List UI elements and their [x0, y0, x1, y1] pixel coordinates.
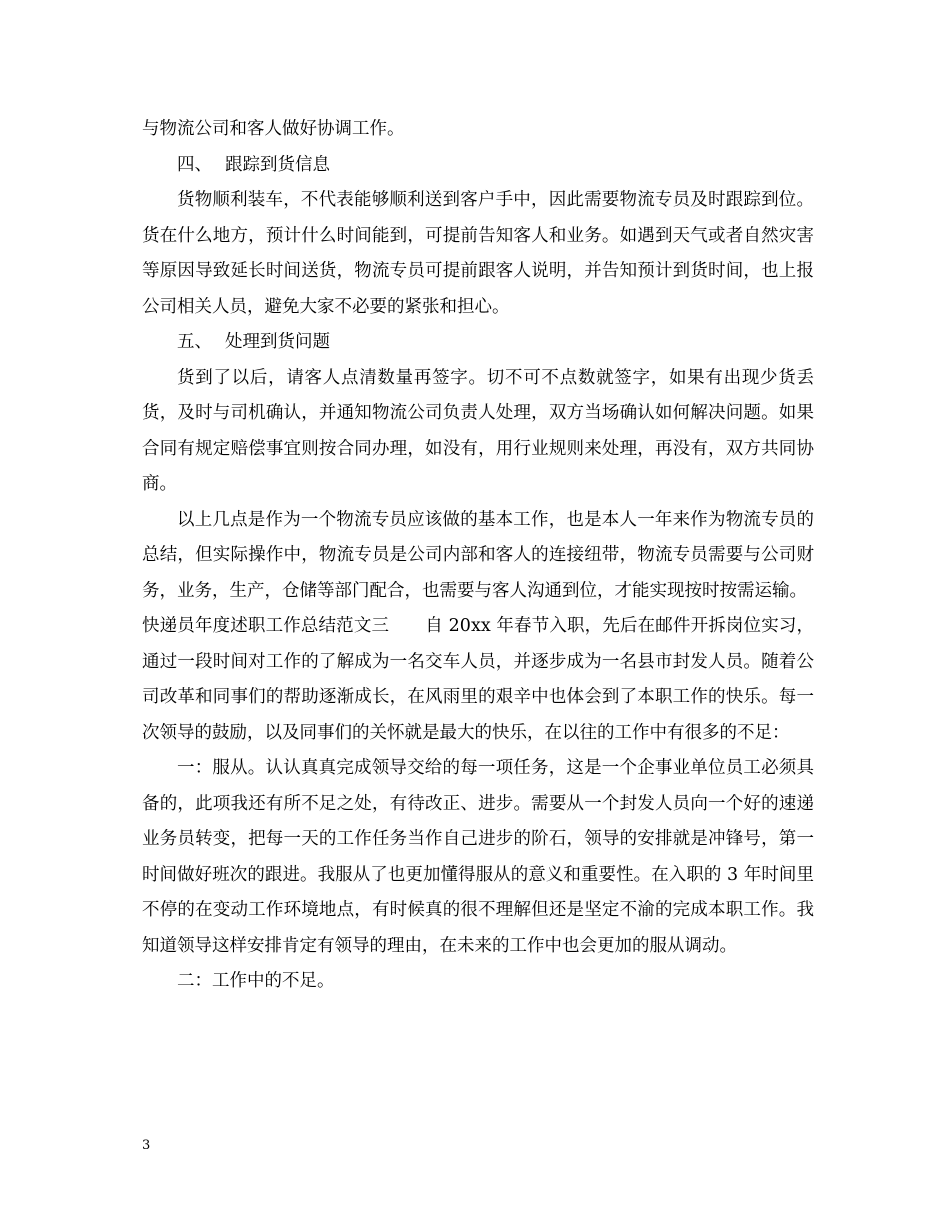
section-heading-number: 五、: [177, 332, 212, 352]
paragraph-summary: 以上几点是作为一个物流专员应该做的基本工作，也是本人一年来作为物流专员的总结，但实际操作中，物流专员是公司内部和客人的连接纽带，物流专员需要与公司财务，业务，生产，仓储等部门配合，也需要与客人沟通到位，才能实现按时按需运输。: [142, 509, 814, 601]
paragraph-obedience: 一：服从。认认真真完成领导交给的每一项任务，这是一个企事业单位员工必须具备的，此项我还有所不足之处，有待改正、进步。需要从一个封发人员向一个好的速递业务员转变，把每一天的工作任务当作自己进步的阶石，领导的安排就是冲锋号，第一时间做好班次的跟进。我服从了也更加懂得服从的意义和重要性。在入职的 3 年时间里不停的在变动工作环境地点，有时候真的很不理解但还是坚定不渝的完成本职工作。我知道领导这样安排肯定有领导的理由，在未来的工作中也会更加的服从调动。: [142, 758, 814, 956]
paragraph-shortcomings: 二：工作中的不足。: [177, 971, 335, 991]
article-title: 快递员年度述职工作总结范文三: [142, 616, 390, 636]
paragraph-tracking: 货物顺利装车，不代表能够顺利送到客户手中，因此需要物流专员及时跟踪到位。货在什么地方，预计什么时间能到，可提前告知客人和业务。如遇到天气或者自然灾害等原因导致延长时间送货，物流专员可提前跟客人说明，并告知预计到货时间，也上报公司相关人员，避免大家不必要的紧张和担心。: [142, 190, 814, 317]
paragraph-arrival-issues: 货到了以后，请客人点清数量再签字。切不可不点数就签字，如果有出现少货丢货，及时与司机确认，并通知物流公司负责人处理，双方当场确认如何解决问题。如果合同有规定赔偿事宜则按合同办理，如没有，用行业规则来处理，再没有，双方共同协商。: [142, 367, 814, 494]
paragraph-titled-section: [142, 609, 814, 751]
section-heading-text: 跟踪到货信息: [225, 154, 330, 175]
page-number: 3: [142, 1138, 151, 1153]
document-body: [142, 112, 814, 1000]
section-heading-4: [142, 148, 814, 184]
section-heading-number: 四、: [177, 154, 212, 175]
paragraph-continuation: 与物流公司和客人做好协调工作。: [142, 119, 405, 139]
section-heading-text: 处理到货问题: [225, 332, 330, 352]
section-heading-5: [142, 325, 814, 361]
article-intro-text: 自 20xx 年春节入职，先后在邮件开拆岗位实习，通过一段时间对工作的了解成为一名交车人员，并逐步成为一名县市封发人员。随着公司改革和同事们的帮助逐渐成长，在风雨里的艰辛中也体会到了本职工作的快乐。每一次领导的鼓励，以及同事们的关怀就是最大的快乐，在以往的工作中有很多的不足：: [142, 616, 815, 743]
